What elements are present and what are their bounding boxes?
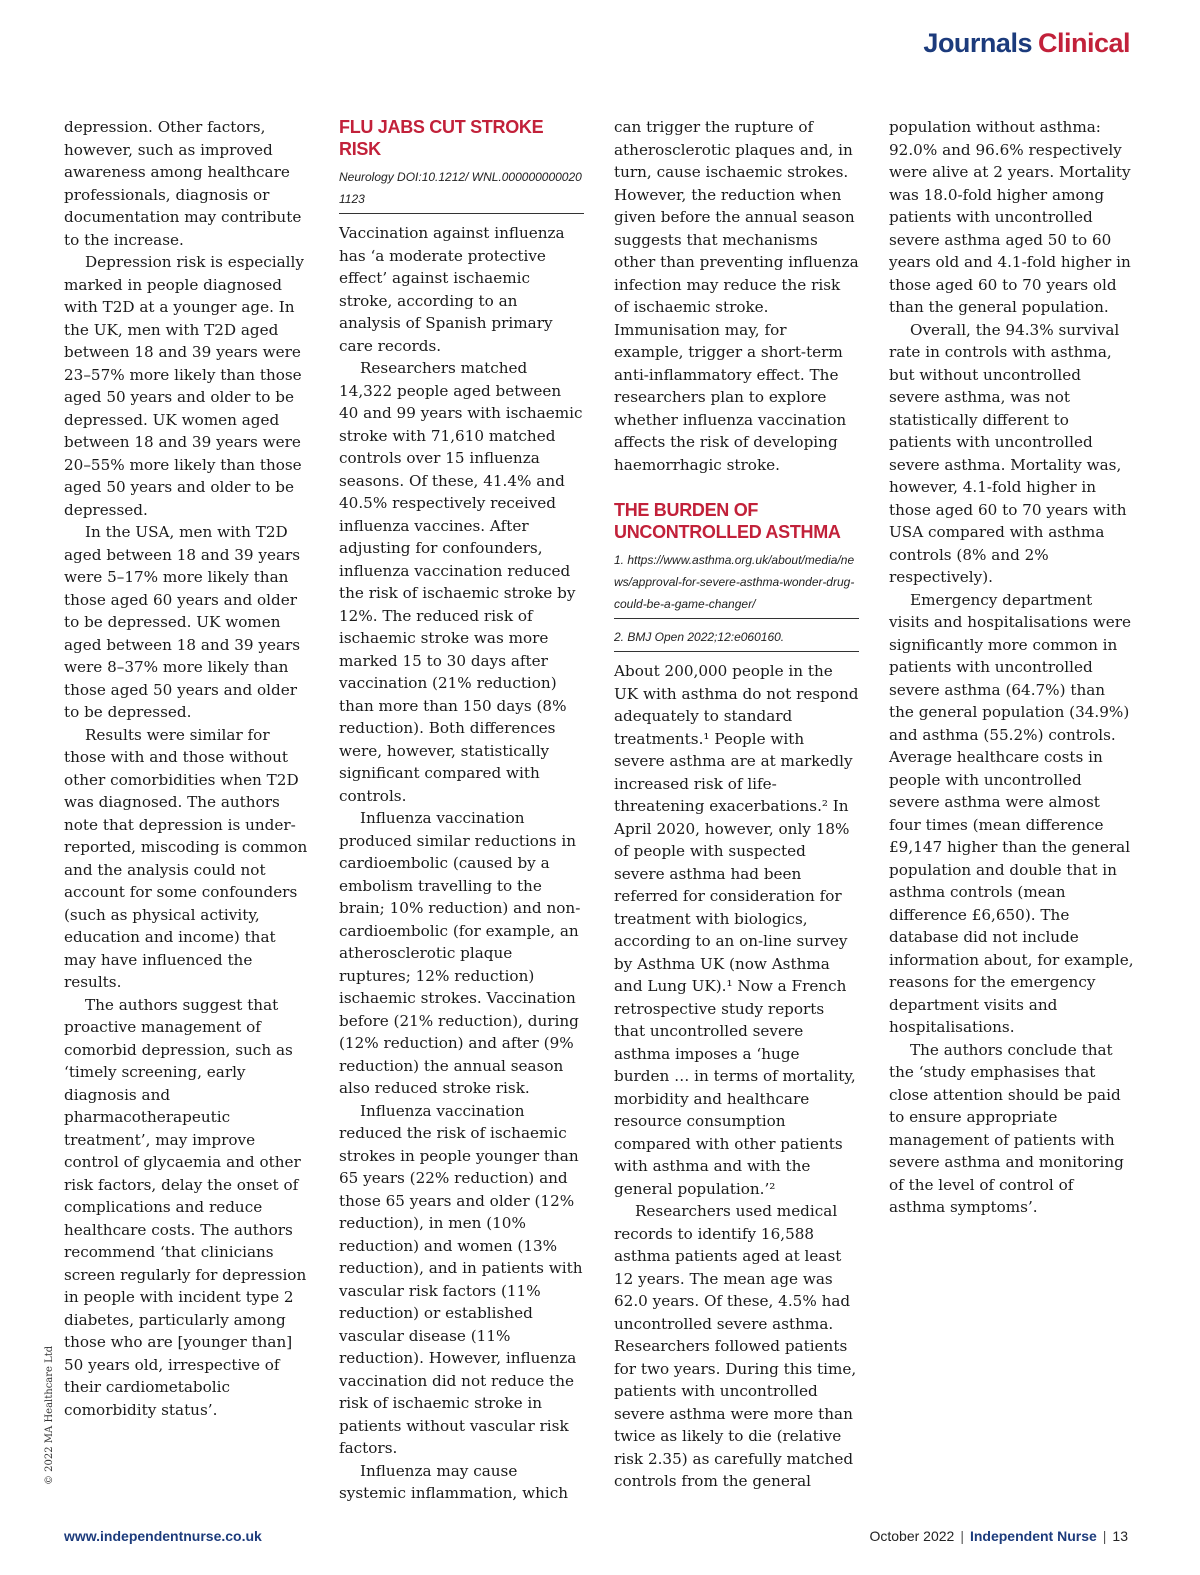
footer-issue-info bbox=[869, 1528, 1128, 1544]
footer-website-link[interactable]: www.independentnurse.co.uk bbox=[64, 1528, 262, 1544]
citation: Neurology DOI:10.1212/ WNL.0000000000201123 bbox=[339, 170, 582, 206]
article-column-1 bbox=[64, 116, 312, 1421]
publication-name-bold: Nurse bbox=[1057, 1528, 1097, 1544]
header-journals: Journals bbox=[923, 28, 1032, 58]
paragraph: Emergency department visits and hospitalisations were significantly more common in patients with uncontrolled severe asthma (64.7%) than the general population (34.9%) and asthma (55.2%) controls. Average healthcare costs in people with uncontrolled severe asthma were almost four times (mean difference £9,147 higher than the general population and double that in asthma controls (mean difference £6,650). The database did not include information about, for example, reasons for the emergency department visits and hospitalisations. bbox=[889, 590, 1134, 1036]
article-column-4 bbox=[889, 116, 1134, 1219]
page-number: 13 bbox=[1112, 1528, 1128, 1544]
paragraph: population without asthma: 92.0% and 96.6% respectively were alive at 2 years. Mortality was 18.0-fold higher among patients with uncontrolled severe asthma aged 50 to 60 years old and 4.1-fold higher in those aged 60 to 70 years old than the general population. bbox=[889, 118, 1131, 316]
paragraph: can trigger the rupture of atherosclerotic plaques and, in turn, cause ischaemic strokes. However, the reduction when given before the annual season suggests that mechanisms other than preventing influenza infection may reduce the risk of ischaemic stroke. Immunisation may, for example, trigger a short-term anti-inflammatory effect. The researchers plan to explore whether influenza vaccination affects the risk of developing haemorrhagic stroke. bbox=[614, 118, 859, 474]
citation: 2. BMJ Open 2022;12:e060160. bbox=[614, 630, 785, 644]
footer-separator: | bbox=[1102, 1528, 1107, 1544]
paragraph: About 200,000 people in the UK with asthma do not respond adequately to standard treatments.¹ People with severe asthma are at markedly increased risk of life-threatening exacerbations.² In April 2020, however, only 18% of people with suspected severe asthma had been referred for consideration for treatment with biologics, according to an on-line survey by Asthma UK (now Asthma and Lung UK).¹ Now a French retrospective study reports that uncontrolled severe asthma imposes a ‘huge burden … in terms of mortality, morbidity and healthcare resource consumption compared with other patients with asthma and with the general population.’² bbox=[614, 662, 859, 1198]
paragraph: Researchers matched 14,322 people aged between 40 and 99 years with ischaemic stroke with 71,610 matched controls over 15 influenza seasons. Of these, 41.4% and 40.5% respectively received influenza vaccines. After adjusting for confounders, influenza vaccination reduced the risk of ischaemic stroke by 12%. The reduced risk of ischaemic stroke was more marked 15 to 30 days after vaccination (21% reduction) than more than 150 days (8% reduction). Both differences were, however, statistically significant compared with controls. bbox=[339, 359, 583, 805]
paragraph: Influenza vaccination produced similar reductions in cardioembolic (caused by a embolism travelling to the brain; 10% reduction) and non-cardioembolic (for example, an atherosclerotic plaque ruptures; 12% reduction) ischaemic strokes. Vaccination before (21% reduction), during (12% reduction) and after (9% reduction) the annual season also reduced stroke risk. bbox=[339, 809, 581, 1097]
article-column-2 bbox=[339, 116, 584, 1505]
publication-name-light: Independent bbox=[969, 1528, 1054, 1544]
paragraph: Results were similar for those with and those without other comorbidities when T2D was diagnosed. The authors note that depression is under-reported, miscoding is common and the analysis could not account for some confounders (such as physical activity, education and income) that may have influenced the results. bbox=[64, 725, 308, 991]
citation: 1. https://www.asthma.org.uk/about/media/news/approval-for-severe-asthma-wonder-drug-could-be-a-game-changer/ bbox=[614, 553, 855, 611]
paragraph: Depression risk is especially marked in people diagnosed with T2D at a younger age. In the UK, men with T2D aged between 18 and 39 years were 23–57% more likely than those aged 50 years and older to be depressed. UK women aged between 18 and 39 years were 20–55% more likely than those aged 50 years and older to be depressed. bbox=[64, 253, 304, 519]
publication-name bbox=[970, 1528, 1097, 1544]
article-headline: THE BURDEN OF UNCONTROLLED ASTHMA bbox=[614, 500, 841, 542]
issue-date: October 2022 bbox=[869, 1528, 955, 1544]
citation-block bbox=[614, 548, 859, 619]
section-header bbox=[923, 28, 1130, 59]
header-clinical: Clinical bbox=[1037, 28, 1130, 58]
paragraph: Overall, the 94.3% survival rate in controls with asthma, but without uncontrolled severe asthma, was not statistically different to patients with uncontrolled severe asthma. Mortality was, however, 4.1-fold higher in those aged 60 to 70 years with USA compared with asthma controls (8% and 2% respectively). bbox=[889, 320, 1127, 586]
paragraph: The authors conclude that the ‘study emphasises that close attention should be paid to ensure appropriate management of patients with severe asthma and monitoring of the level of control of asthma symptoms’. bbox=[889, 1040, 1124, 1216]
paragraph: The authors suggest that proactive management of comorbid depression, such as ‘timely screening, early diagnosis and pharmacotherapeutic treatment’, may improve control of glycaemia and other risk factors, delay the onset of complications and reduce healthcare costs. The authors recommend ‘that clinicians screen regularly for depression in people with incident type 2 diabetes, particularly among those who are [younger than] 50 years old, irrespective of their cardiometabolic comorbidity status’. bbox=[64, 995, 307, 1419]
paragraph: Influenza may cause systemic inflammation, which bbox=[339, 1461, 568, 1502]
citation-block bbox=[614, 625, 859, 652]
paragraph: In the USA, men with T2D aged between 18 and 39 years were 5–17% more likely than those aged 60 years and older to be depressed. UK women aged between 18 and 39 years were 8–37% more likely than those aged 50 years and older to be depressed. bbox=[64, 523, 301, 721]
footer-separator: | bbox=[960, 1528, 964, 1544]
paragraph: depression. Other factors, however, such as improved awareness among healthcare professionals, diagnosis or documentation may contribute to the increase. bbox=[64, 118, 302, 249]
article-column-3 bbox=[614, 116, 859, 1493]
copyright-notice: © 2022 MA Healthcare Ltd bbox=[44, 1345, 55, 1485]
paragraph: Influenza vaccination reduced the risk of ischaemic strokes in people younger than 65 years (22% reduction) and those 65 years and older (12% reduction), in men (10% reduction) and women (13% reduction), and in patients with vascular risk factors (11% reduction) or established vascular disease (11% reduction). However, influenza vaccination did not reduce the risk of ischaemic stroke in patients without vascular risk factors. bbox=[339, 1101, 583, 1457]
paragraph: Vaccination against influenza has ‘a moderate protective effect’ against ischaemic stroke, according to an analysis of Spanish primary care records. bbox=[339, 224, 565, 355]
article-headline: FLU JABS CUT STROKE RISK bbox=[339, 117, 544, 159]
citation-block bbox=[339, 165, 584, 214]
paragraph: Researchers used medical records to identify 16,588 asthma patients aged at least 12 years. The mean age was 62.0 years. Of these, 4.5% had uncontrolled severe asthma. Researchers followed patients for two years. During this time, patients with uncontrolled severe asthma were more than twice as likely to die (relative risk 2.35) as carefully matched controls from the general bbox=[614, 1202, 857, 1490]
